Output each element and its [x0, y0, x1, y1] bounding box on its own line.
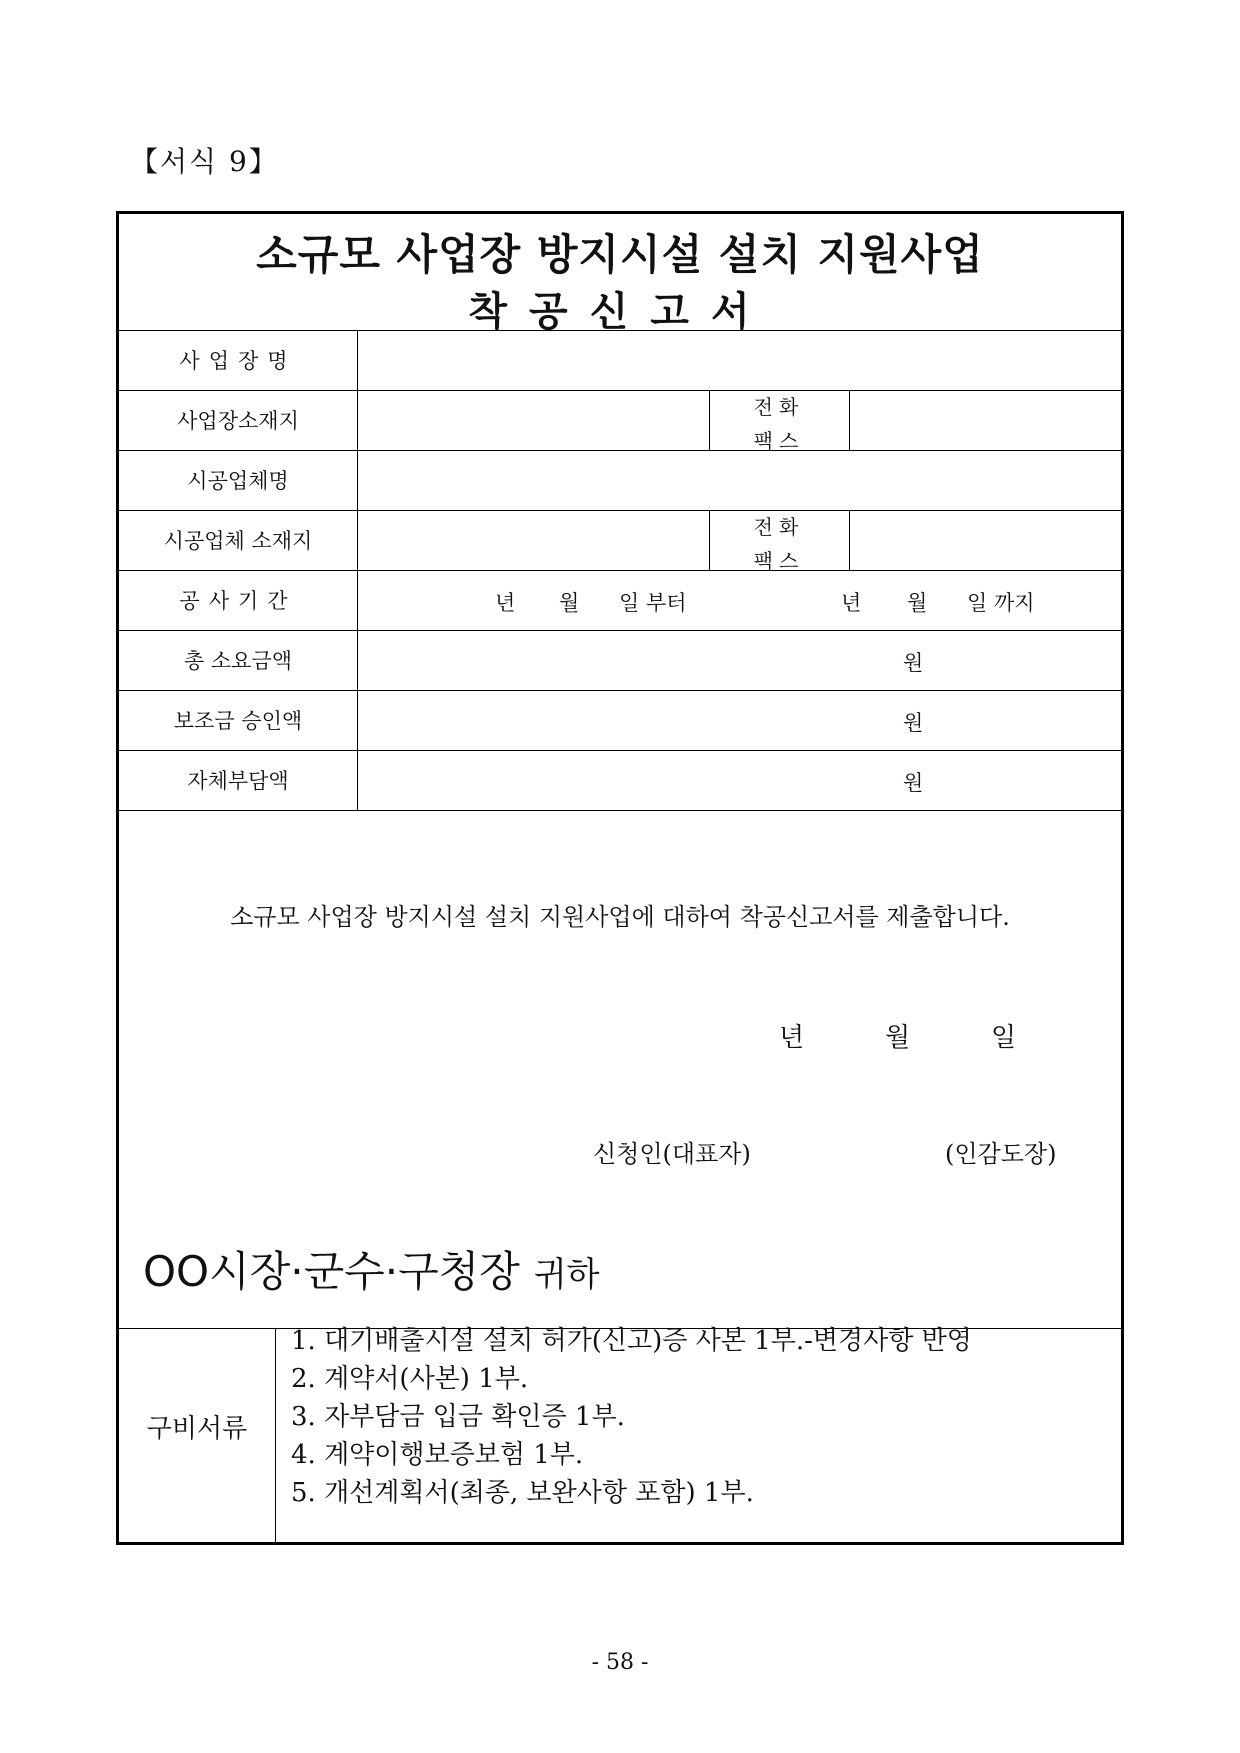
column-divider — [357, 330, 358, 810]
column-divider — [275, 1328, 276, 1542]
submission-statement: 소규모 사업장 방지시설 설치 지원사업에 대하여 착공신고서를 제출합니다. — [230, 903, 1010, 931]
label-workplace-name: 사업장명 — [179, 349, 297, 373]
documents-label: 구비서류 — [146, 1414, 248, 1444]
label-workplace-address: 사업장소재지 — [177, 409, 299, 433]
period-to-year: 년 — [841, 591, 862, 615]
recipient-name: OO시장·군수·구청장 — [143, 1247, 520, 1296]
application-form — [116, 211, 1124, 1545]
document-item: 3. 자부담금 입금 확인증 1부. — [291, 1402, 625, 1432]
document-item: 1. 대기배출시설 설치 허가(신고)증 사본 1부.-변경사항 반영 — [291, 1326, 972, 1356]
date-year: 년 — [779, 1023, 805, 1053]
label-contractor-address: 시공업체 소재지 — [163, 529, 313, 553]
document-item: 4. 계약이행보증보험 1부. — [291, 1440, 584, 1470]
phone-fax-label — [709, 510, 849, 578]
title-line-1: 소규모 사업장 방지시설 설치 지원사업 — [256, 230, 984, 279]
total-cost-unit: 원 — [903, 651, 924, 675]
date-month: 월 — [885, 1023, 911, 1053]
form-title — [119, 214, 1121, 335]
applicant-label: 신청인(대표자) — [593, 1140, 751, 1168]
form-label: 【서식 9】 — [130, 145, 279, 178]
title-line-2: 착공신고서 — [468, 289, 772, 335]
phone-fax-label — [709, 390, 849, 458]
column-divider — [849, 390, 850, 450]
recipient — [143, 1239, 600, 1299]
self-burden-unit: 원 — [903, 771, 924, 795]
phone-label: 전화 — [753, 515, 805, 539]
period-to-day: 일 까지 — [967, 591, 1035, 615]
document-item: 2. 계약서(사본) 1부. — [291, 1364, 529, 1394]
label-total-cost: 총 소요금액 — [183, 649, 293, 673]
label-self-burden: 자체부담액 — [187, 769, 289, 793]
seal-label: (인감도장) — [945, 1140, 1057, 1168]
row-divider — [119, 810, 1121, 811]
document-item: 5. 개선계획서(최종, 보완사항 포함) 1부. — [291, 1478, 754, 1508]
date-day: 일 — [991, 1023, 1017, 1053]
label-contractor-name: 시공업체명 — [187, 469, 289, 493]
period-to-month: 월 — [907, 591, 928, 615]
documents-list — [291, 1322, 972, 1512]
page-number: - 58 - — [591, 1650, 649, 1675]
period-from-year: 년 — [495, 591, 516, 615]
label-subsidy-approved: 보조금 승인액 — [173, 709, 303, 733]
fax-label: 팩스 — [753, 549, 805, 573]
recipient-suffix: 귀하 — [533, 1255, 600, 1295]
subsidy-unit: 원 — [903, 711, 924, 735]
period-from-day: 일 부터 — [619, 591, 687, 615]
phone-label: 전화 — [753, 395, 805, 419]
label-construction-period: 공사기간 — [179, 589, 297, 613]
column-divider — [849, 510, 850, 570]
period-from-month: 월 — [559, 591, 580, 615]
fax-label: 팩스 — [753, 429, 805, 453]
